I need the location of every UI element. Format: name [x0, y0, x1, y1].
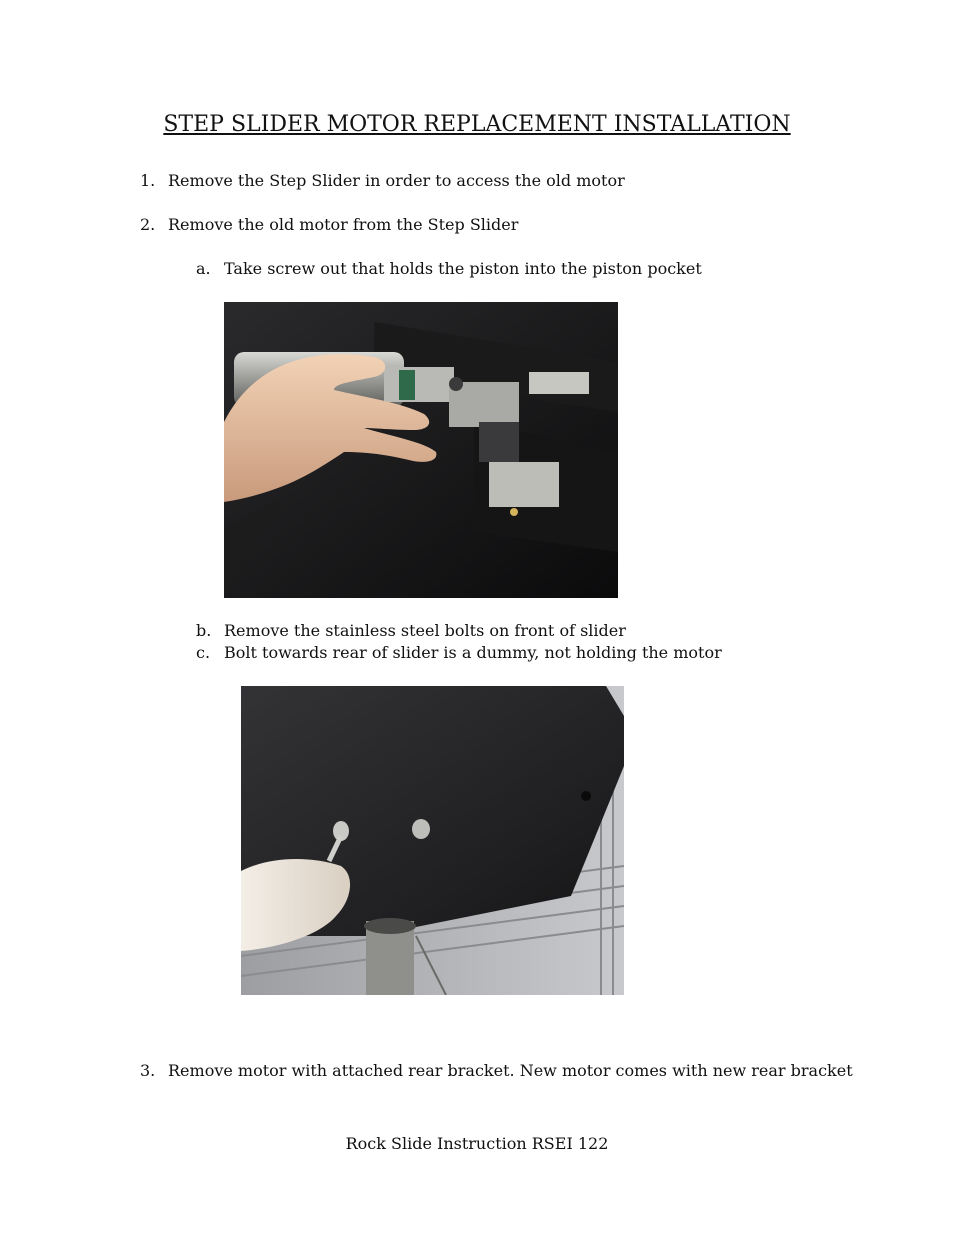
substep-a-text: Take screw out that holds the piston into the piston pocket	[224, 259, 702, 278]
substep-c-text: Bolt towards rear of slider is a dummy, not holding the motor	[224, 643, 722, 662]
substep-c-letter: c.	[196, 643, 211, 662]
substep-b-letter: b.	[196, 621, 212, 640]
bolts-photo	[241, 686, 624, 995]
step-3-text: Remove motor with attached rear bracket. New motor comes with new rear bracket	[168, 1061, 853, 1080]
step-2-number: 2.	[140, 215, 156, 234]
step-1-text: Remove the Step Slider in order to access the old motor	[168, 171, 625, 190]
document-title: STEP SLIDER MOTOR REPLACEMENT INSTALLATION	[163, 112, 791, 137]
substep-b-text: Remove the stainless steel bolts on front of slider	[224, 621, 626, 640]
substep-a-letter: a.	[196, 259, 211, 278]
step-1-number: 1.	[140, 171, 156, 190]
step-2-text: Remove the old motor from the Step Slider	[168, 215, 519, 234]
page-footer: Rock Slide Instruction RSEI 122	[345, 1134, 609, 1153]
step-3-number: 3.	[140, 1061, 156, 1080]
piston-photo	[224, 302, 618, 598]
